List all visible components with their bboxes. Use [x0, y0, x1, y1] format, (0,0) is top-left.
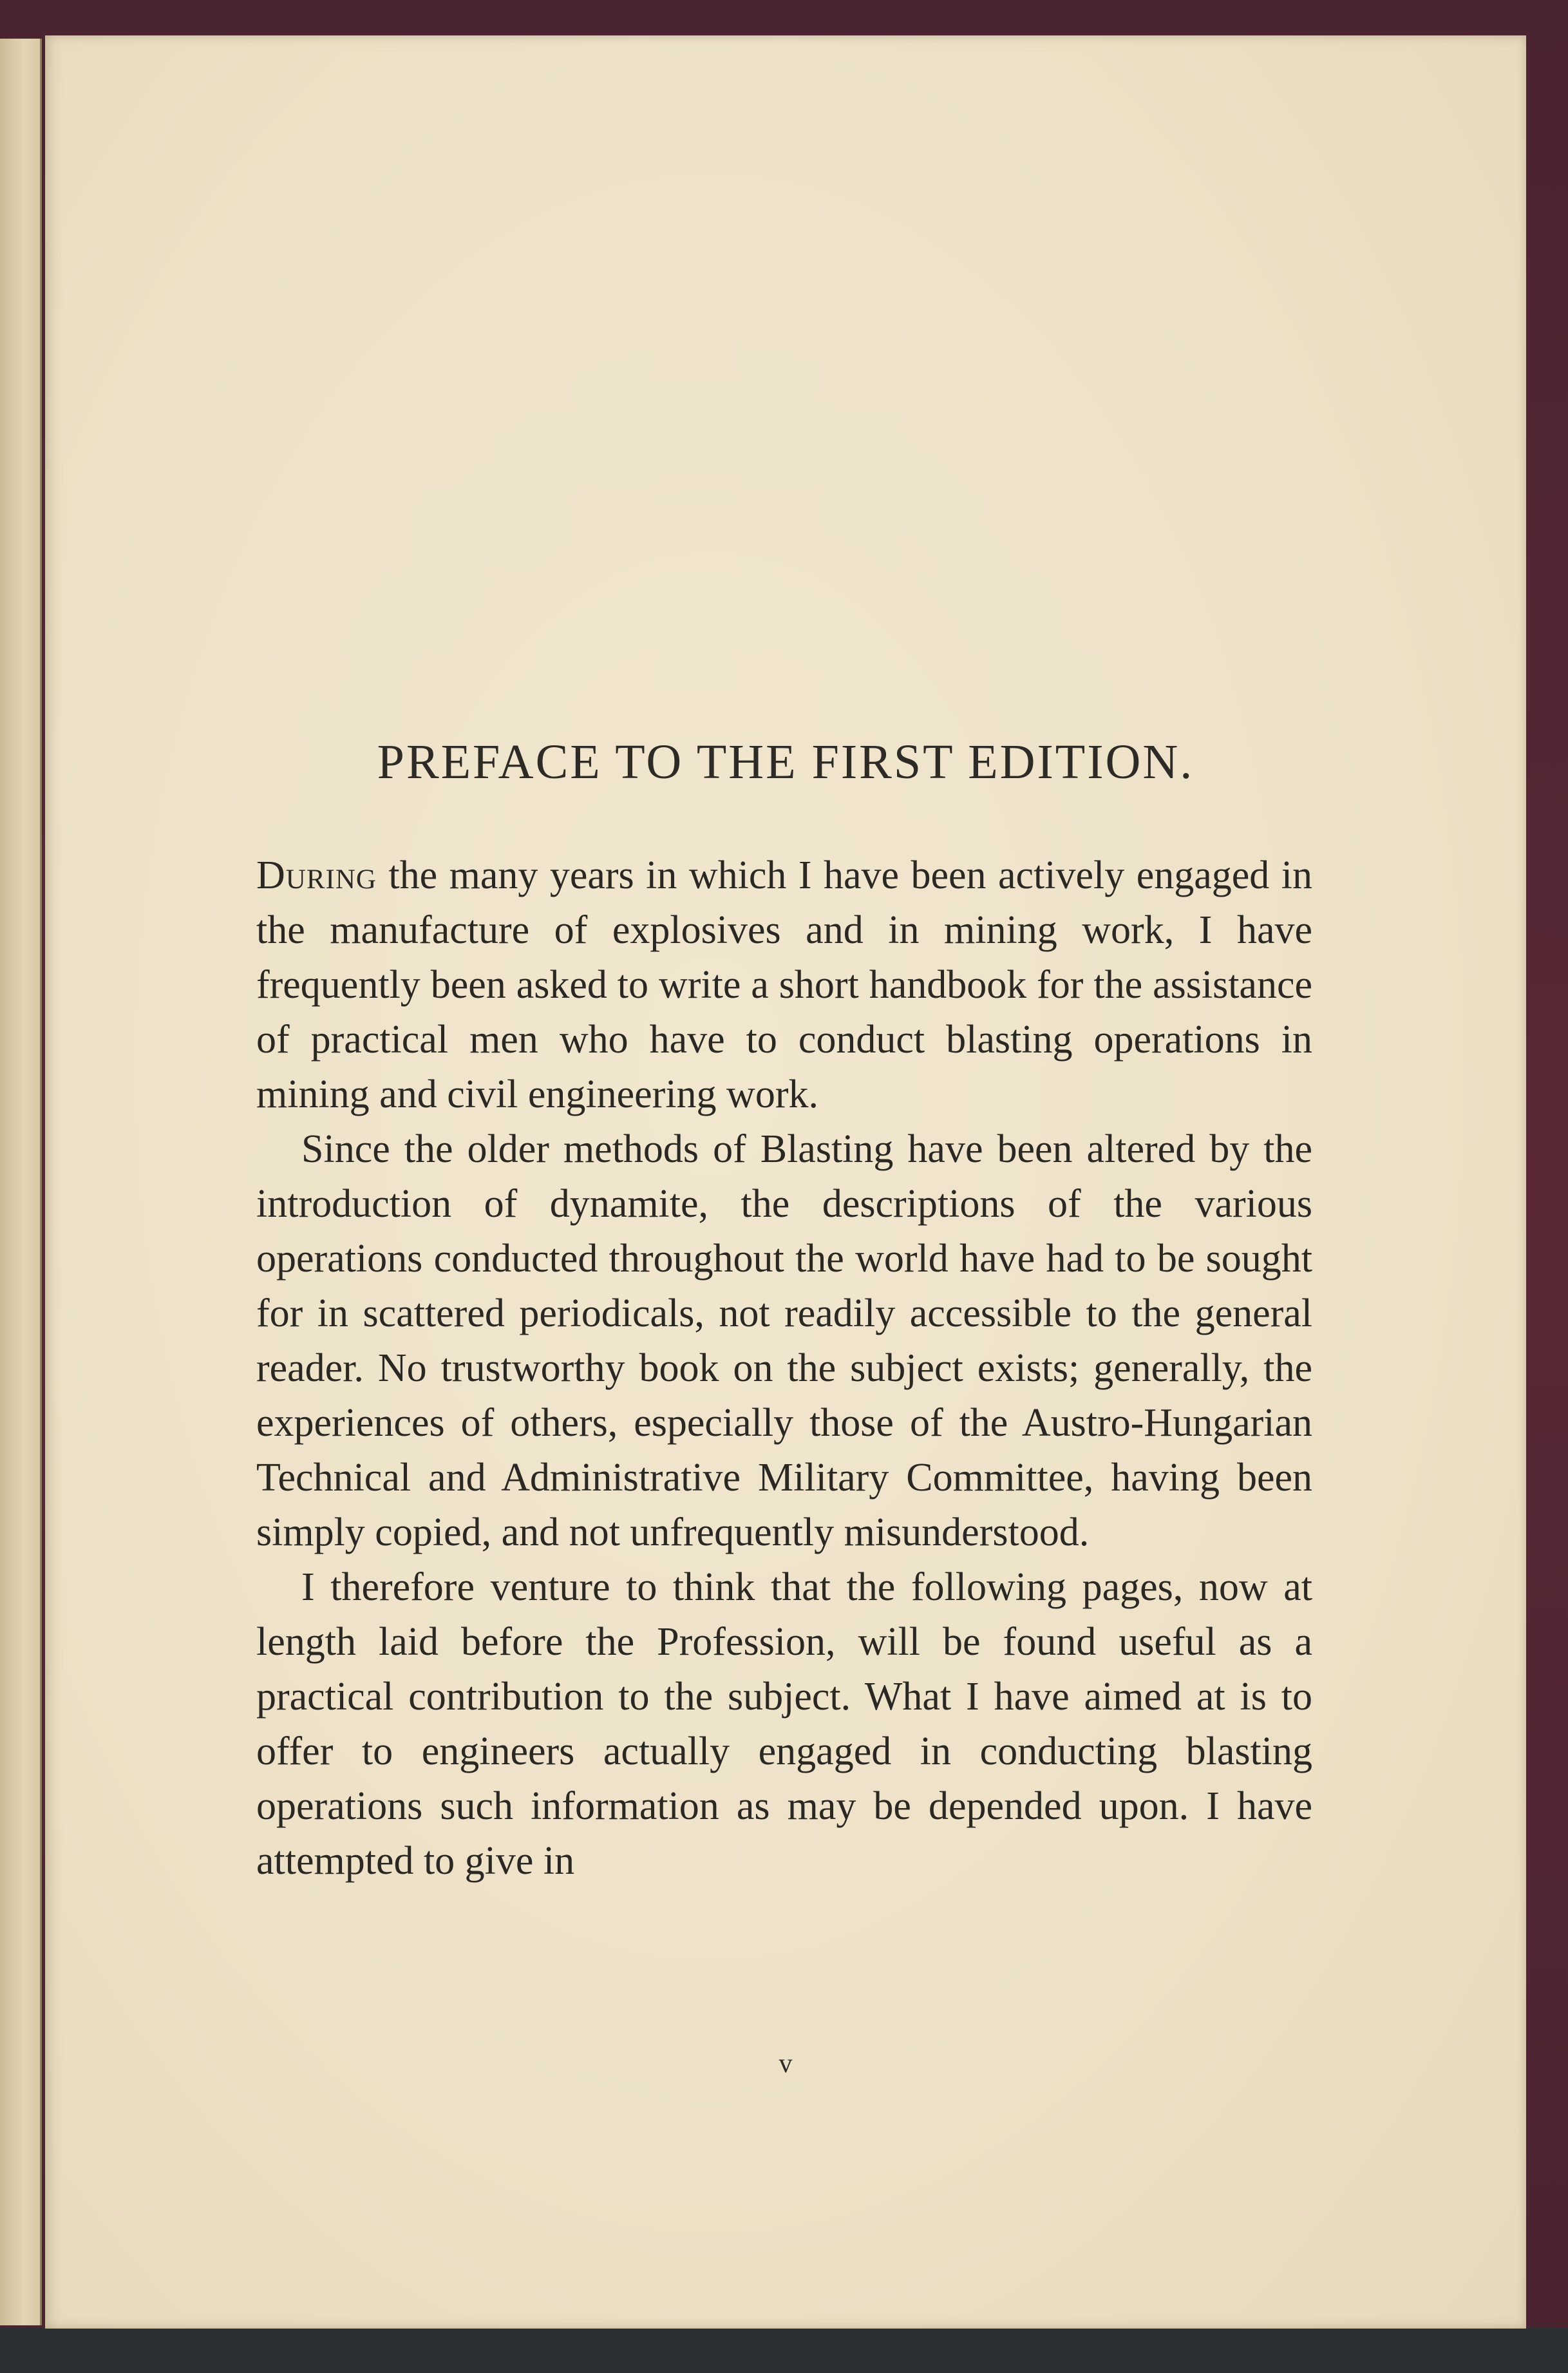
paragraph-1-lead: During — [256, 853, 377, 897]
page-number: v — [779, 2049, 793, 2079]
paragraph-2: Since the older methods of Blasting have been altered by the introduction of dynamite, the descriptions of the various operations conducted throughout the world have had to be sought for in scattered periodicals, not readily accessible to the general reader. No trustworthy book on the subject exists; generally, the experiences of others, especially those of the Austro-Hungarian Technical and Administrative Military Committee, having been simply copied, and not unfrequently misunderstood. — [256, 1127, 1312, 1554]
page-heading: PREFACE TO THE FIRST EDITION. — [377, 735, 1195, 789]
previous-page-edge — [0, 39, 42, 2325]
preface-body — [256, 848, 1312, 1889]
book-page — [45, 35, 1526, 2329]
paragraph-1-text: the many years in which I have been actively engaged in the manufacture of explosives and in mining work, I have frequently been asked to write a short handbook for the assistance of practical men who have to conduct blasting operations in mining and civil engineering work. — [256, 853, 1312, 1116]
paragraph-1 — [256, 848, 1312, 1122]
paragraph-3: I therefore venture to think that the following pages, now at length laid before the Profession, will be found useful as a practical contribution to the subject. What I have aimed at is to offer to engineers actually engaged in conducting blasting operations such information as may be depended upon. I have attempted to give in — [256, 1565, 1312, 1883]
